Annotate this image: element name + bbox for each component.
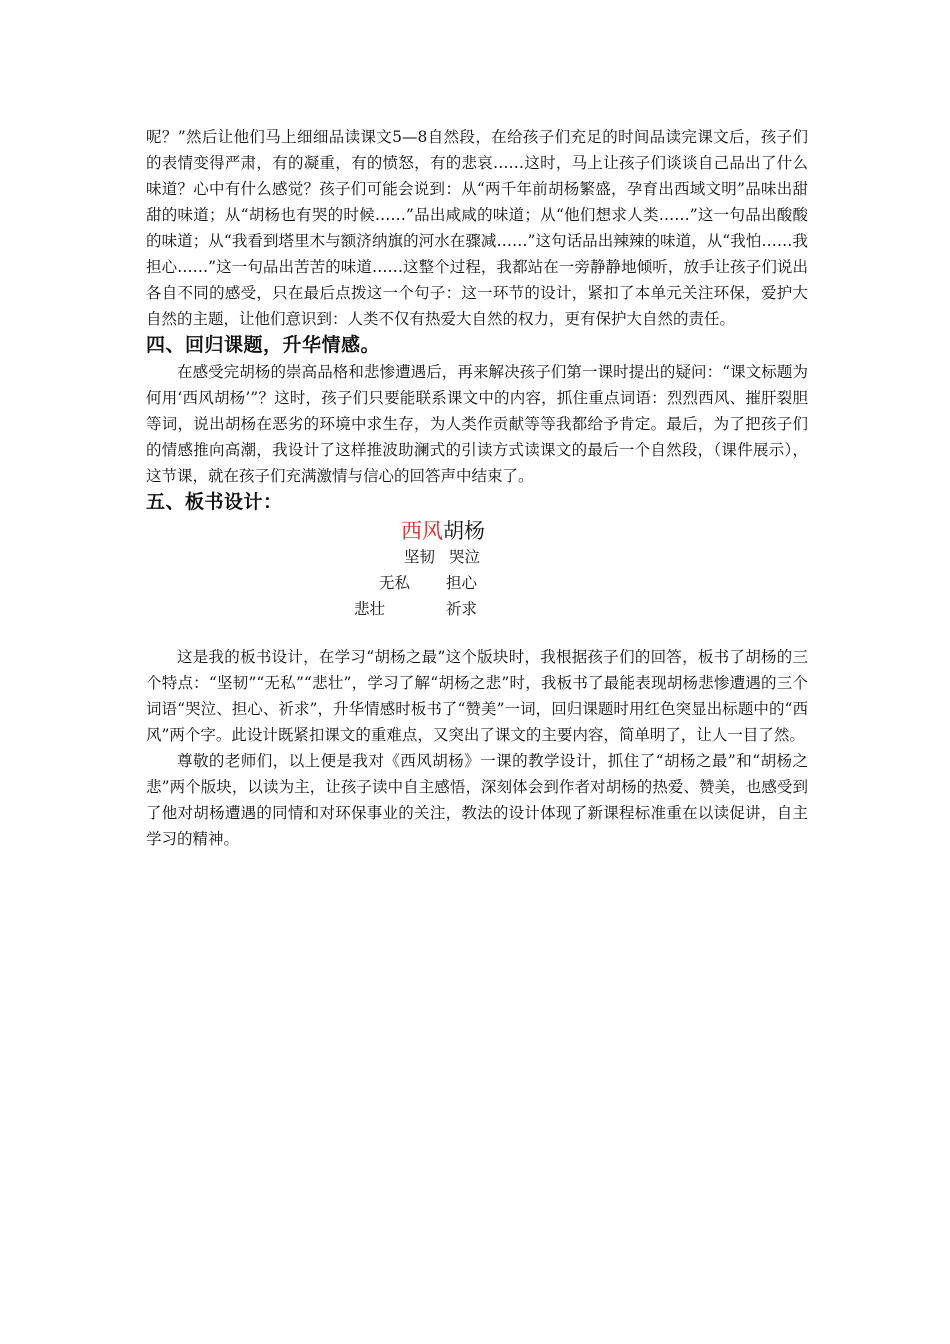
board-title <box>401 516 485 546</box>
board-word-right-3: 祈求 <box>446 600 478 618</box>
board-title-red: 西风 <box>401 519 443 543</box>
intro-paragraph: 呢？”然后让他们马上细细品读课文5—8自然段，在给孩子们充足的时间品读完课文后，孩子们的表情变得严肃，有的凝重，有的愤怒，有的悲哀……这时，马上让孩子们谈谈自己品出了什么味道？心中有什么感觉？孩子们可能会说到：从“两千年前胡杨繁盛，孕育出西域文明”品味出甜甜的味道；从“胡杨也有哭的时候……”品出咸咸的味道；从“他们想求人类……”这一句品出酸酸的味道；从“我看到塔里木与额济纳旗的河水在骤减……”这句话品出辣辣的味道，从“我怕……我担心……”这一句品出苦苦的味道……这整个过程，我都站在一旁静静地倾听，放手让孩子们说出各自不同的感受，只在最后点拨这一个句子：这一环节的设计，紧扣了本单元关注环保，爱护大自然的主题，让他们意识到：人类不仅有热爱大自然的权力，更有保护大自然的责任。 <box>146 128 808 328</box>
document-page <box>146 124 808 852</box>
board-word-right-1: 哭泣 <box>449 548 481 566</box>
section-4-paragraph: 在感受完胡杨的崇高品格和悲惨遭遇后，再来解决孩子们第一课时提出的疑问：“课文标题为何用‘西风胡杨’”？这时，孩子们只要能联系课文中的内容，抓住重点词语：烈烈西风、摧肝裂胆等词，说出胡杨在恶劣的环境中求生存，为人类作贡献等等我都给予肯定。最后，为了把孩子们的情感推向高潮，我设计了这样推波助澜式的引读方式读课文的最后一个自然段，（课件展示），这节课，就在孩子们充满激情与信心的回答声中结束了。 <box>146 363 808 485</box>
blackboard-design <box>146 516 808 644</box>
board-explanation-paragraph: 这是我的板书设计，在学习“胡杨之最”这个版块时，我根据孩子们的回答，板书了胡杨的三个特点：“坚韧”“无私”“悲壮”，学习了解“胡杨之悲”时，我板书了最能表现胡杨悲惨遭遇的三个词语“哭泣、担心、祈求”，升华情感时板书了“赞美”一词，回归课题时用红色突显出标题中的“西风”两个字。此设计既紧扣课文的重难点，又突出了课文的主要内容，简单明了，让人一目了然。 <box>146 648 808 744</box>
closing-paragraph: 尊敬的老师们，以上便是我对《西风胡杨》一课的教学设计，抓住了“胡杨之最”和“胡杨之悲”两个版块，以读为主，让孩子读中自主感悟，深刻体会到作者对胡杨的热爱、赞美，也感受到了他对胡杨遭遇的同情和对环保事业的关注，教法的设计体现了新课程标准重在以读促讲，自主学习的精神。 <box>146 752 808 848</box>
section-5-heading: 五、板书设计： <box>146 491 283 513</box>
board-word-right-2: 担心 <box>446 574 478 592</box>
section-4-heading: 四、回归课题，升华情感。 <box>146 334 381 356</box>
board-title-black: 胡杨 <box>443 519 485 543</box>
board-word-left-2: 无私 <box>379 574 411 592</box>
board-word-left-1: 坚韧 <box>404 548 436 566</box>
board-word-left-3: 悲壮 <box>354 600 386 618</box>
